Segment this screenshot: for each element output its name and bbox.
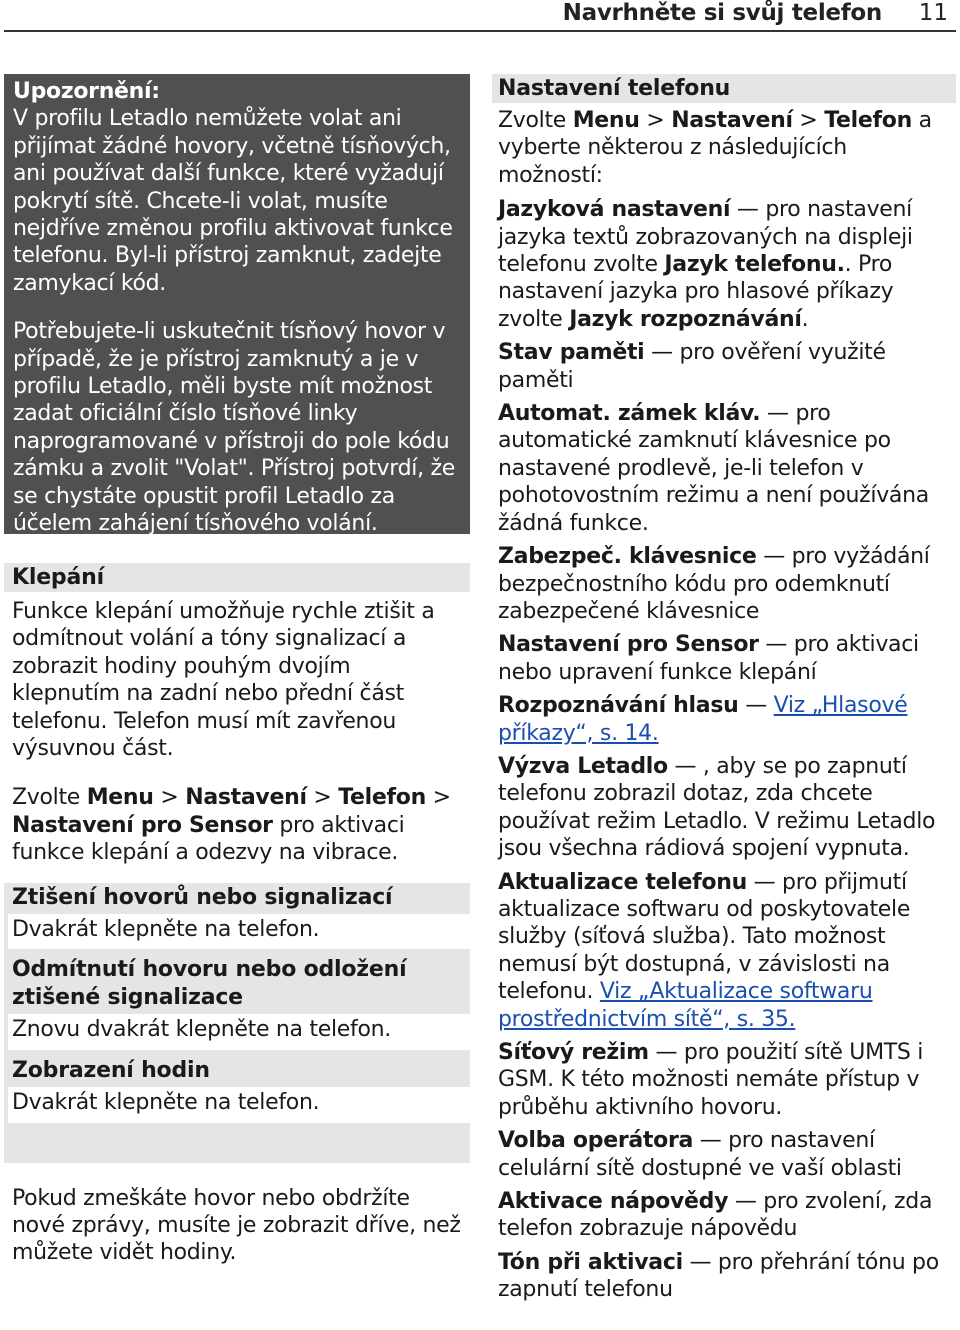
subsection-box (4, 1056, 470, 1163)
option-item (492, 1188, 956, 1243)
option-item (492, 1127, 956, 1182)
text-run: > (306, 785, 339, 811)
option-item (492, 631, 956, 686)
dash: — (644, 340, 680, 366)
subsection-box (4, 883, 470, 956)
running-title: Navrhněte si svůj telefon (562, 0, 882, 26)
subsection-heading: Ztišení hovorů nebo signalizací (12, 884, 393, 910)
option-name: Volba operátora (498, 1128, 694, 1154)
option-value: Jazyk telefonu. (664, 252, 845, 278)
missed-calls-paragraph: Pokud zmeškáte hovor nebo obdržíte nové zprávy, musíte je zobrazit dříve, než můžete vidět hodiny. (12, 1185, 461, 1266)
option-item (492, 1039, 956, 1121)
option-text: pro nastavení celulární sítě dostupné ve vaší oblasti (498, 1128, 902, 1181)
subsection-body: Dvakrát klepněte na telefon. (8, 914, 470, 949)
text-run: > (425, 785, 451, 811)
option-text: pro přijmutí aktualizace softwaru od poskytovatele služby (síťová služba). Tato možnost nemusí být dostupná, v závislosti na telefonu. (498, 869, 911, 1005)
option-text: , aby se po zapnutí telefonu zobrazil dotaz, zda chcete používat režim Letadlo. V režimu Letadlo jsou všechna rádiová spojení vypnuta. (498, 753, 936, 862)
option-item (492, 869, 956, 1033)
option-name: Aktualizace telefonu (498, 869, 747, 895)
option-name: Nastavení pro Sensor (498, 632, 759, 658)
page-number: 11 (918, 0, 948, 26)
phone-settings-intro (492, 107, 956, 189)
subsection-heading: Odmítnutí hovoru nebo odložení ztišené signalizace (12, 957, 407, 1010)
dash: — (738, 693, 774, 719)
option-name: Jazyková nastavení (498, 197, 731, 223)
section-heading-phone-settings: Nastavení telefonu (492, 74, 956, 103)
section-heading-klepani: Klepání (4, 563, 470, 592)
dash: — (758, 632, 794, 658)
text-run: Zvolte (12, 785, 87, 811)
subsection-heading: Zobrazení hodin (12, 1057, 210, 1083)
dash: — (667, 753, 703, 779)
text-run: a vyberte některou z následujících možností: (498, 108, 932, 188)
dash: — (728, 1189, 764, 1215)
menu-path-phone: Telefon (824, 108, 912, 133)
cross-reference-link[interactable]: Viz „Hlasové příkazy“, s. 14. (498, 693, 908, 746)
menu-path-menu: Menu (86, 785, 154, 811)
dash: — (760, 401, 796, 427)
option-name: Zabezpeč. klávesnice (498, 544, 757, 570)
warning-paragraph-1: V profilu Letadlo nemůžete volat ani přijímat žádné hovory, včetně tísňových, ani používat další funkce, které vyžadují pokrytí sítě. Chcete-li volat, musíte nejdříve změnou profilu aktivovat funkce telefonu. Byl-li přístroj zamknut, zadejte zamykací kód. (13, 106, 453, 296)
cross-reference-link[interactable]: Viz „Aktualizace softwaru prostřednictvím sítě“, s. 35. (498, 979, 873, 1032)
option-value: Jazyk rozpoznávání (569, 306, 802, 332)
text-run: > (792, 108, 825, 133)
menu-path-phone: Telefon (338, 785, 426, 811)
menu-path-settings: Nastavení (671, 108, 793, 133)
option-text: pro nastavení jazyka textů zobrazovaných na displeji telefonu zvolte (498, 197, 913, 278)
option-name: Aktivace nápovědy (498, 1189, 729, 1215)
warning-box (4, 74, 470, 537)
dash: — (693, 1128, 729, 1154)
option-text: . Pro nastavení jazyka pro hlasové příkazy zvolte (498, 252, 894, 332)
dash: — (730, 197, 766, 223)
option-name: Výzva Letadlo (498, 753, 668, 779)
warning-heading: Upozornění: (13, 79, 160, 104)
menu-path-sensor: Nastavení pro Sensor (12, 812, 273, 838)
option-item (492, 753, 956, 863)
klepani-paragraph-2 (4, 784, 470, 866)
option-text: pro vyžádání bezpečnostního kódu pro odemknutí zabezpečené klávesnice (498, 544, 930, 624)
option-name: Tón při aktivaci (498, 1249, 683, 1275)
option-name: Stav paměti (498, 340, 645, 366)
warning-paragraph-2: Potřebujete-li uskutečnit tísňový hovor v případě, že je přístroj zamknutý a je v profilu Letadlo, měli byste mít možnost zadat oficiální číslo tísňové linky naprogramované v přístroji do pole kódu zámku a zvolit "Volat". Přístroj potvrdí, že se chystáte opustit profil Letadlo za účelem zahájení tísňového volání. (13, 319, 455, 537)
dash: — (648, 1040, 684, 1065)
option-text: pro ověření využité paměti (498, 340, 886, 393)
option-name: Síťový režim (498, 1040, 649, 1065)
klepani-paragraph-1: Funkce klepání umožňuje rychle ztišit a odmítnout volání a tóny signalizací a zobrazit hodiny pouhým dvojím klepnutím na zadní nebo přední část telefonu. Telefon musí mít zavřenou výsuvnou část. (12, 599, 435, 762)
menu-path-menu: Menu (572, 108, 640, 133)
dash: — (756, 544, 792, 570)
text-run: > (639, 108, 672, 133)
text-run: Zvolte (498, 108, 573, 133)
option-text: pro zvolení, zda telefon zobrazuje nápovědu (498, 1189, 933, 1242)
header-rule (4, 30, 956, 32)
right-column (492, 74, 956, 1304)
dash: — (682, 1249, 718, 1275)
subsection-body: Dvakrát klepněte na telefon. (8, 1087, 470, 1122)
option-item (492, 196, 956, 333)
left-column (4, 74, 470, 1267)
option-text: . (801, 306, 809, 332)
option-text: pro aktivaci nebo upravení funkce klepání (498, 632, 919, 685)
option-item (492, 692, 956, 747)
option-item (492, 543, 956, 625)
page-header (0, 0, 960, 30)
option-item (492, 400, 956, 537)
subsection-body: Znovu dvakrát klepněte na telefon. (8, 1014, 470, 1049)
option-item (492, 1249, 956, 1304)
option-name: Automat. zámek kláv. (498, 401, 761, 427)
option-text: pro použití sítě UMTS i GSM. K této možnosti nemáte přístup v průběhu aktivního hovoru. (498, 1040, 924, 1120)
text-run: pro aktivaci funkce klepání a odezvy na vibrace. (12, 812, 405, 866)
option-text: pro přehrání tónu po zapnutí telefonu (498, 1249, 939, 1303)
option-text: pro automatické zamknutí klávesnice po nastavené prodlevě, je-li telefon v pohotovostním režimu a není používána žádná funkce. (498, 401, 929, 536)
option-name: Rozpoznávání hlasu (498, 693, 739, 719)
subsection-box (4, 955, 470, 1055)
text-run: > (153, 785, 186, 811)
dash: — (746, 869, 783, 895)
menu-path-settings: Nastavení (185, 785, 307, 811)
option-item (492, 339, 956, 394)
